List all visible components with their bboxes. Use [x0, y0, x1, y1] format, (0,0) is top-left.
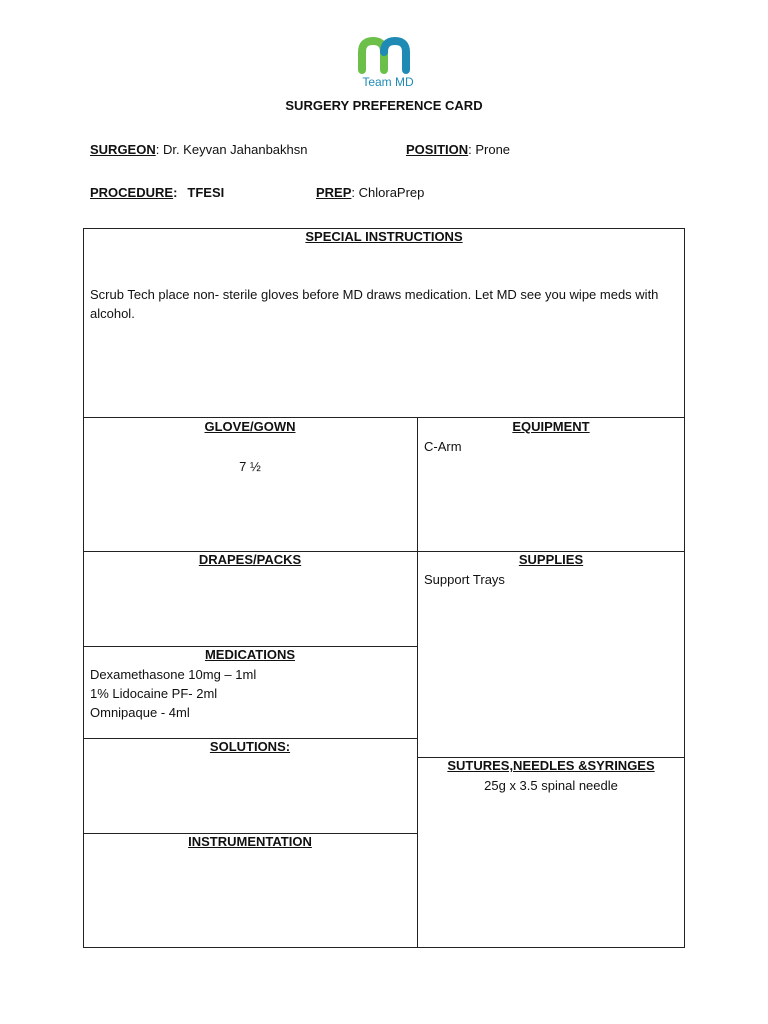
procedure-value: TFESI — [187, 185, 225, 200]
surgeon-value: : Dr. Keyvan Jahanbakhsn — [155, 142, 308, 157]
team-md-logo — [352, 36, 424, 92]
medications-title: MEDICATIONS — [204, 647, 296, 662]
sutures-needles-syringes-title: SUTURES,NEEDLES &SYRINGES — [447, 758, 655, 773]
prep-field — [316, 185, 424, 200]
equipment-value: C-Arm — [424, 439, 462, 454]
logo-m-icon — [356, 36, 420, 74]
equipment-title: EQUIPMENT — [512, 419, 590, 434]
divider — [417, 417, 418, 948]
procedure-label: PROCEDURE — [90, 185, 174, 200]
supplies-value: Support Trays — [424, 572, 505, 587]
instrumentation-title: INSTRUMENTATION — [188, 834, 312, 849]
glove-gown-title: GLOVE/GOWN — [204, 419, 296, 434]
sutures-value: 25g x 3.5 spinal needle — [484, 778, 618, 793]
divider — [83, 417, 685, 418]
special-instructions-title: SPECIAL INSTRUCTIONS — [305, 229, 463, 244]
medication-item: 1% Lidocaine PF- 2ml — [90, 686, 218, 701]
position-value: : Prone — [468, 142, 511, 157]
special-instructions-text: Scrub Tech place non- sterile gloves before MD draws medication. Let MD see you wipe meds with alcohol. — [90, 287, 659, 321]
glove-gown-value: 7 ½ — [239, 459, 261, 474]
drapes-packs-title: DRAPES/PACKS — [198, 552, 302, 567]
prep-label: PREP — [316, 185, 352, 200]
surgeon-field — [90, 142, 308, 157]
logo-text: Team MD — [362, 75, 414, 89]
position-label: POSITION — [406, 142, 469, 157]
procedure-sep: : — [173, 185, 178, 200]
page-title: SURGERY PREFERENCE CARD — [285, 98, 483, 113]
position-field — [406, 142, 510, 157]
medication-item: Omnipaque - 4ml — [90, 705, 190, 720]
solutions-title: SOLUTIONS: — [209, 739, 291, 754]
prep-value: : ChloraPrep — [351, 185, 425, 200]
procedure-field — [90, 185, 224, 200]
supplies-title: SUPPLIES — [518, 552, 584, 567]
surgeon-label: SURGEON — [90, 142, 156, 157]
medication-item: Dexamethasone 10mg – 1ml — [90, 667, 257, 682]
